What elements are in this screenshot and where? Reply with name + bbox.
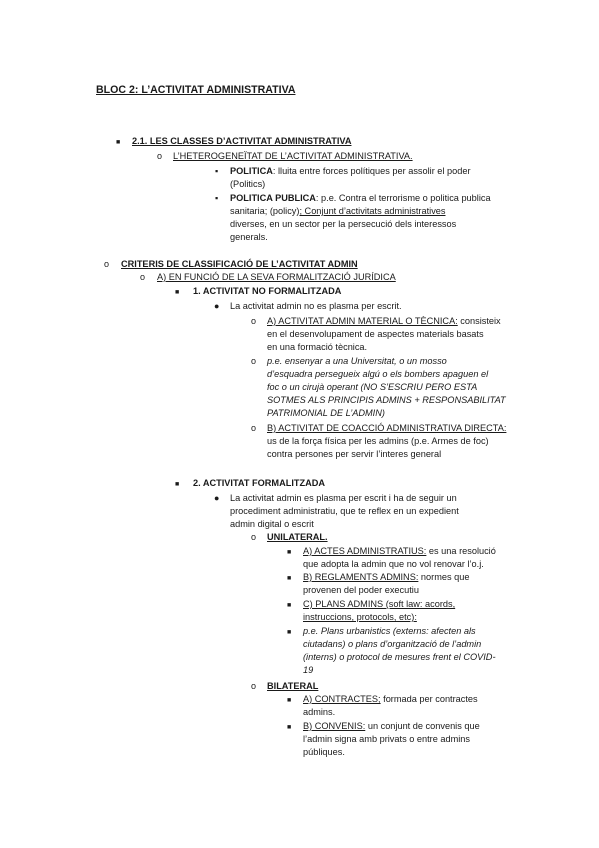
plans-admins-line1: C) PLANS ADMINS (soft law: acords, <box>303 599 456 609</box>
square-bullet-icon: ■ <box>287 549 292 556</box>
activitat-coaccio-line1: B) ACTIVITAT DE COACCIÓ ADMINISTRATIVA DIRECTA: <box>267 423 507 433</box>
convenis-line3: públiques. <box>303 747 345 757</box>
circle-bullet-icon: o <box>251 681 257 691</box>
plans-admins-line2: instruccions, protocols, etc): <box>303 612 417 622</box>
heading-formalitzada: 2. ACTIVITAT FORMALITZADA <box>193 478 326 488</box>
example-plans-line2: ciutadans) o plans d’organització de l’admin <box>303 639 482 649</box>
circle-bullet-icon: o <box>251 316 257 326</box>
reglaments-line2: provenen del poder executiu <box>303 585 419 595</box>
reglaments-line1: B) REGLAMENTS ADMINS: normes que <box>303 572 470 582</box>
square-bullet-icon: ■ <box>287 575 292 582</box>
subheading-formalitzacio: A) EN FUNCIÓ DE LA SEVA FORMALITZACIÓ JURÍDICA <box>157 272 396 282</box>
circle-bullet-icon: o <box>251 356 257 366</box>
example-no-formalitzada-line4: SOTMES ALS PRINCIPIS ADMINS + RESPONSABILITAT <box>267 395 506 405</box>
example-no-formalitzada-line1: p.e. ensenyar a una Universitat, o un mosso <box>267 356 447 366</box>
activitat-material-line1: A) ACTIVITAT ADMIN MATERIAL O TÈCNICA: consisteix <box>267 316 501 326</box>
example-plans-line1: p.e. Plans urbanistics (externs: afecten als <box>303 626 476 636</box>
actes-administratius-line2: que adopta la admin que no vol renovar l’o.j. <box>303 559 484 569</box>
square-bullet-icon: ■ <box>175 481 180 488</box>
dot-bullet-icon: ● <box>214 493 220 503</box>
heading-unilateral: UNILATERAL. <box>267 532 328 542</box>
convenis-line1: B) CONVENIS: un conjunt de convenis que <box>303 721 480 731</box>
convenis-line2: l’admin signa amb privats o entre admins <box>303 734 470 744</box>
filled-bullet-icon: ▪ <box>215 166 219 176</box>
definition-politica-publica: POLITICA PUBLICA: p.e. Contra el terrorisme o politica publica <box>230 193 491 203</box>
definition-politica-publica-line4: generals. <box>230 232 268 242</box>
actes-administratius-line1: A) ACTES ADMINISTRATIUS: es una resolució <box>303 546 496 556</box>
subheading-heterogeneitat: L’HETEROGENEÏTAT DE L’ACTIVITAT ADMINISTRATIVA. <box>173 151 413 161</box>
filled-bullet-icon: ▪ <box>215 193 219 203</box>
definition-politica-publica-line2: sanitaria; (policy); Conjunt d’activitats administratives <box>230 206 446 216</box>
example-no-formalitzada-line5: PATRIMONIAL DE L’ADMIN) <box>267 408 385 418</box>
circle-bullet-icon: o <box>157 151 163 161</box>
contractes-line2: admins. <box>303 707 336 717</box>
activitat-coaccio-line3: contra persones per servir l’interes general <box>267 449 442 459</box>
square-bullet-icon: ■ <box>116 139 121 146</box>
circle-bullet-icon: o <box>251 423 257 433</box>
formalitzada-desc-line1: La activitat admin es plasma per escrit i ha de seguir un <box>230 493 457 503</box>
definition-politica-publica-line3: diverses, en un sector per la persecució dels interessos <box>230 219 457 229</box>
formalitzada-desc-line2: procediment administratiu, que te reflex en un expedient <box>230 506 459 516</box>
example-no-formalitzada-line3: foc o un cirujà operant (NO S’ESCRIU PERO ESTA <box>267 382 478 392</box>
formalitzada-desc-line3: admin digital o escrit <box>230 519 314 529</box>
definition-politica: POLITICA: lluita entre forces polítiques per assolir el poder <box>230 166 471 176</box>
square-bullet-icon: ■ <box>287 724 292 731</box>
contractes-line1: A) CONTRACTES; formada per contractes <box>303 694 478 704</box>
example-no-formalitzada-line2: d’esquadra persegueix algú o els bombers apaguen el <box>267 369 489 379</box>
example-plans-line3: (interns) o protocol de mesures frent el COVID- <box>303 652 496 662</box>
heading-bilateral: BILATERAL <box>267 681 319 691</box>
example-plans-line4: 19 <box>303 665 314 675</box>
activitat-material-line2: en el desenvolupament de aspectes materials basats <box>267 329 484 339</box>
circle-bullet-icon: o <box>104 259 110 269</box>
activitat-coaccio-line2: us de la força física per les admins (p.e. Armes de foc) <box>267 436 489 446</box>
square-bullet-icon: ■ <box>287 697 292 704</box>
heading-no-formalitzada: 1. ACTIVITAT NO FORMALITZADA <box>193 286 342 296</box>
circle-bullet-icon: o <box>251 532 257 542</box>
circle-bullet-icon: o <box>140 272 146 282</box>
square-bullet-icon: ■ <box>287 602 292 609</box>
definition-politica-line2: (Politics) <box>230 179 266 189</box>
no-formalitzada-desc: La activitat admin no es plasma per escrit. <box>230 301 402 311</box>
dot-bullet-icon: ● <box>214 301 220 311</box>
section-heading-criteris: CRITERIS DE CLASSIFICACIÓ DE L’ACTIVITAT ADMIN <box>121 259 358 269</box>
activitat-material-line3: en una formació tècnica. <box>267 342 368 352</box>
section-heading-2-1: 2.1. LES CLASSES D’ACTIVITAT ADMINISTRATIVA <box>132 136 352 146</box>
page-title: BLOC 2: L’ACTIVITAT ADMINISTRATIVA <box>96 84 296 96</box>
square-bullet-icon: ■ <box>287 629 292 636</box>
square-bullet-icon: ■ <box>175 289 180 296</box>
